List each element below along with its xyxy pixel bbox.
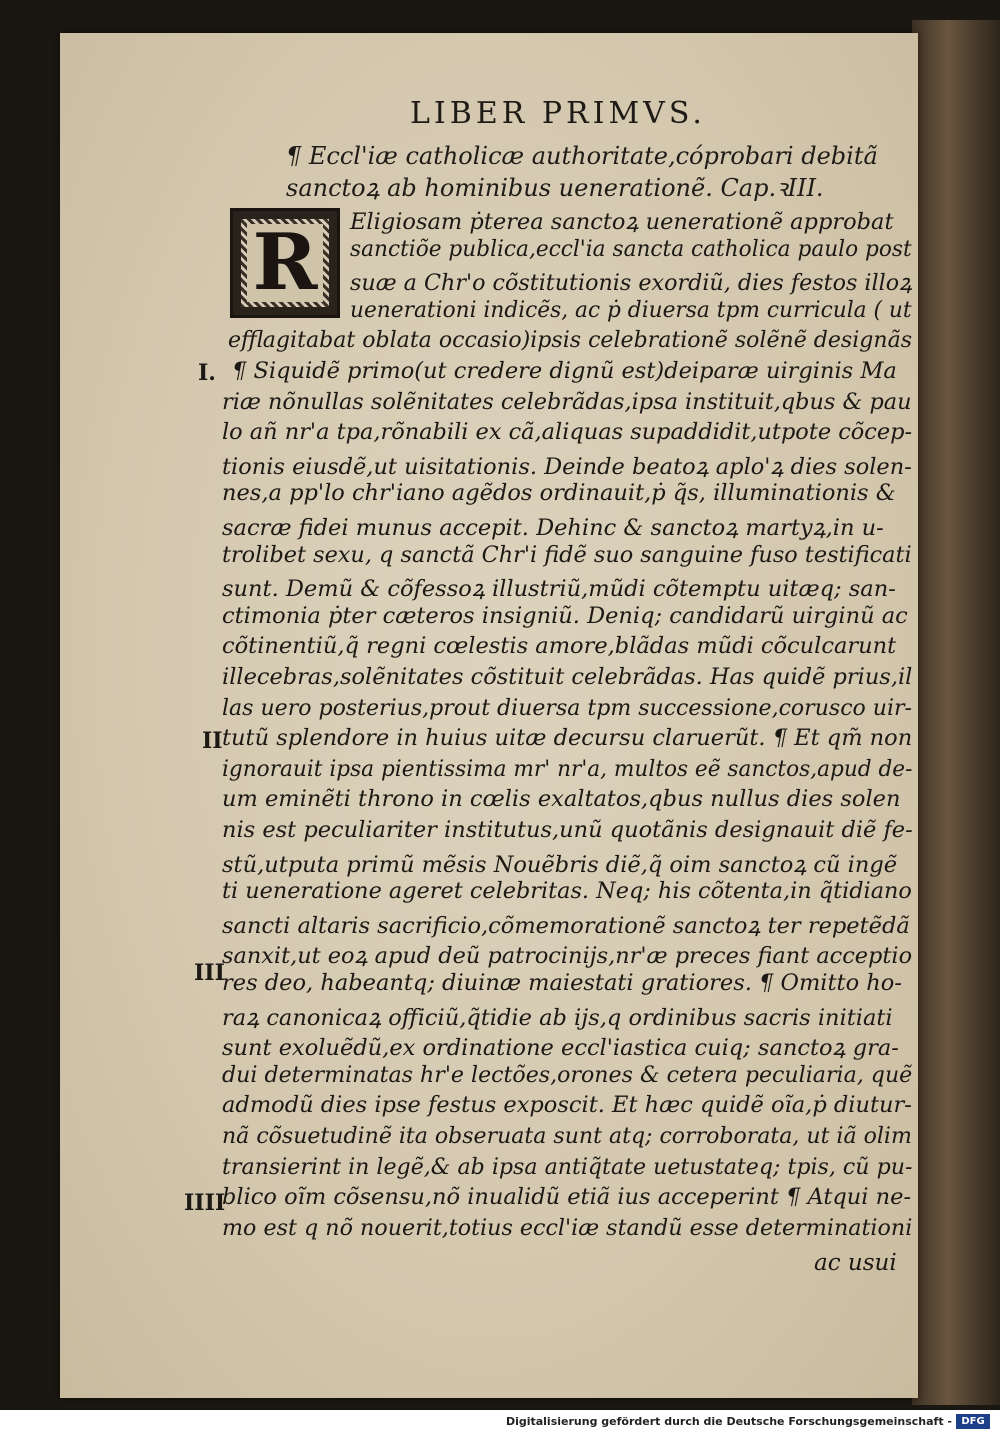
text-line: nis est peculiariter institutus,unũ quotãnis designauit diẽ fe- bbox=[222, 817, 913, 843]
text-line: ignorauit ipsa pientissima mr' nr'a, multos eẽ sanctos,apud de- bbox=[222, 755, 913, 782]
caption-line: sanctoꝝ ab hominibus uenerationẽ. Cap.ꝛIII. bbox=[286, 174, 824, 202]
text-line: um eminẽti throno in cœlis exaltatos,qbus nullus dies solen bbox=[222, 786, 901, 813]
text-line: uenerationi indicẽs, ac ṗ diuersa tpm curricula ( ut bbox=[350, 296, 912, 323]
text-line: cõtinentiũ,q̃ regni cœlestis amore,blãdas mũdi cõculcarunt bbox=[222, 633, 897, 660]
text-line: transierint in legẽ,& ab ipsa antiq̃tate uetustateq; tpis, cũ pu- bbox=[222, 1153, 913, 1180]
text-line: efflagitabat oblata occasio)ipsis celebrationẽ solẽnẽ designãs bbox=[228, 327, 913, 354]
chapter-caption bbox=[286, 140, 878, 204]
text-line: admodũ dies ipse festus exposcit. Et hæc quidẽ oĩa,ṗ diutur- bbox=[222, 1092, 912, 1119]
text-line: nã cõsuetudinẽ ita obseruata sunt atq; corroborata, ut iã olim bbox=[222, 1123, 912, 1149]
text-line: Eligiosam ṗterea sanctoꝝ uenerationẽ approbat bbox=[350, 209, 894, 235]
text-line: sacræ fidei munus accepit. Dehinc & sanctoꝝ martyꝝ,in u- bbox=[222, 515, 884, 541]
footer-bar bbox=[0, 1410, 1000, 1434]
margin-marker: III bbox=[194, 960, 225, 986]
text-line: res deo, habeantq; diuinæ maiestati gratiores. ¶ Omitto ho- bbox=[222, 970, 902, 996]
text-line: tionis eiusdẽ,ut uisitationis. Deinde beatoꝝ aplo'ꝝ dies solen- bbox=[222, 453, 912, 480]
text-line: riæ nõnullas solẽnitates celebrãdas,ipsa instituit,qbus & pau bbox=[222, 388, 912, 415]
margin-marker: II bbox=[202, 728, 223, 754]
text-line: raꝝ canonicaꝝ officiũ,q̃tidie ab ijs,q ordinibus sacris initiati bbox=[222, 1004, 893, 1031]
text-line: ctimonia ṗter cæteros insigniũ. Deniq; candidarũ uirginũ ac bbox=[222, 602, 908, 629]
text-line: las uero posterius,prout diuersa tpm successione,corusco uir- bbox=[222, 694, 912, 721]
text-line: tutũ splendore in huius uitæ decursu claruerũt. ¶ Et qm̃ non bbox=[222, 725, 913, 752]
text-line: dui determinatas hr'e lectões,orones & cetera peculiaria, quẽ bbox=[222, 1061, 913, 1088]
text-line: ¶ Siquidẽ primo(ut credere dignũ est)deiparæ uirginis Ma bbox=[232, 358, 897, 384]
decorated-initial bbox=[230, 208, 340, 318]
text-line: nes,a pp'lo chr'iano agẽdos ordinauit,ṗ q̃s, illuminationis & bbox=[222, 480, 896, 507]
text-line: sunt. Demũ & cõfessoꝝ illustriũ,mũdi cõtemptu uitæq; san- bbox=[222, 576, 896, 603]
catchword: ac usui bbox=[814, 1250, 897, 1276]
footer-credit: Digitalisierung gefördert durch die Deutsche Forschungsgemeinschaft - bbox=[505, 1415, 952, 1428]
dfg-logo: DFG bbox=[956, 1414, 990, 1429]
initial-letter: R bbox=[247, 224, 324, 302]
text-line: sancti altaris sacrificio,cõmemorationẽ sanctoꝝ ter repetẽdã bbox=[222, 912, 910, 939]
caption-line: ¶ Eccl'iæ catholicæ authoritate,cóprobari debitã bbox=[286, 142, 878, 170]
margin-marker: I. bbox=[198, 360, 216, 386]
initial-ornament bbox=[241, 219, 329, 307]
text-line: blico oĩm cõsensu,nõ inualidũ etiã ius acceperint ¶ Atqui ne- bbox=[222, 1184, 912, 1211]
text-line: sanctiõe publica,eccl'ia sancta catholica paulo post bbox=[350, 235, 912, 262]
text-line: stũ,utputa primũ mẽsis Nouẽbris diẽ,q̃ oim sanctoꝝ cũ ingẽ bbox=[222, 851, 898, 878]
margin-marker: IIII bbox=[184, 1190, 226, 1216]
text-line: ti ueneratione ageret celebritas. Neq; his cõtenta,in q̃tidiano bbox=[222, 878, 912, 905]
text-line: sunt exoluẽdũ,ex ordinatione eccl'iastica cuiq; sanctoꝝ gra- bbox=[222, 1035, 899, 1062]
text-line: illecebras,solẽnitates cõstituit celebrãdas. Has quidẽ prius,il bbox=[222, 664, 913, 690]
text-line: suæ a Chr'o cõstitutionis exordiũ, dies festos illoꝝ bbox=[350, 270, 913, 297]
text-line: lo añ nr'a tpa,rõnabili ex cã,aliquas supaddidit,utpote cõcep- bbox=[222, 419, 913, 446]
text-line: mo est q nõ nouerit,totius eccl'iæ standũ esse determinationi bbox=[222, 1214, 913, 1241]
text-line: trolibet sexu, q sanctã Chr'i fidẽ suo sanguine fuso testificati bbox=[222, 541, 912, 568]
text-line: sanxit,ut eoꝝ apud deũ patrocinijs,nr'æ preces fiant acceptio bbox=[222, 943, 913, 970]
book-edge bbox=[912, 20, 1000, 1405]
running-head: LIBER PRIMVS. bbox=[410, 96, 706, 131]
